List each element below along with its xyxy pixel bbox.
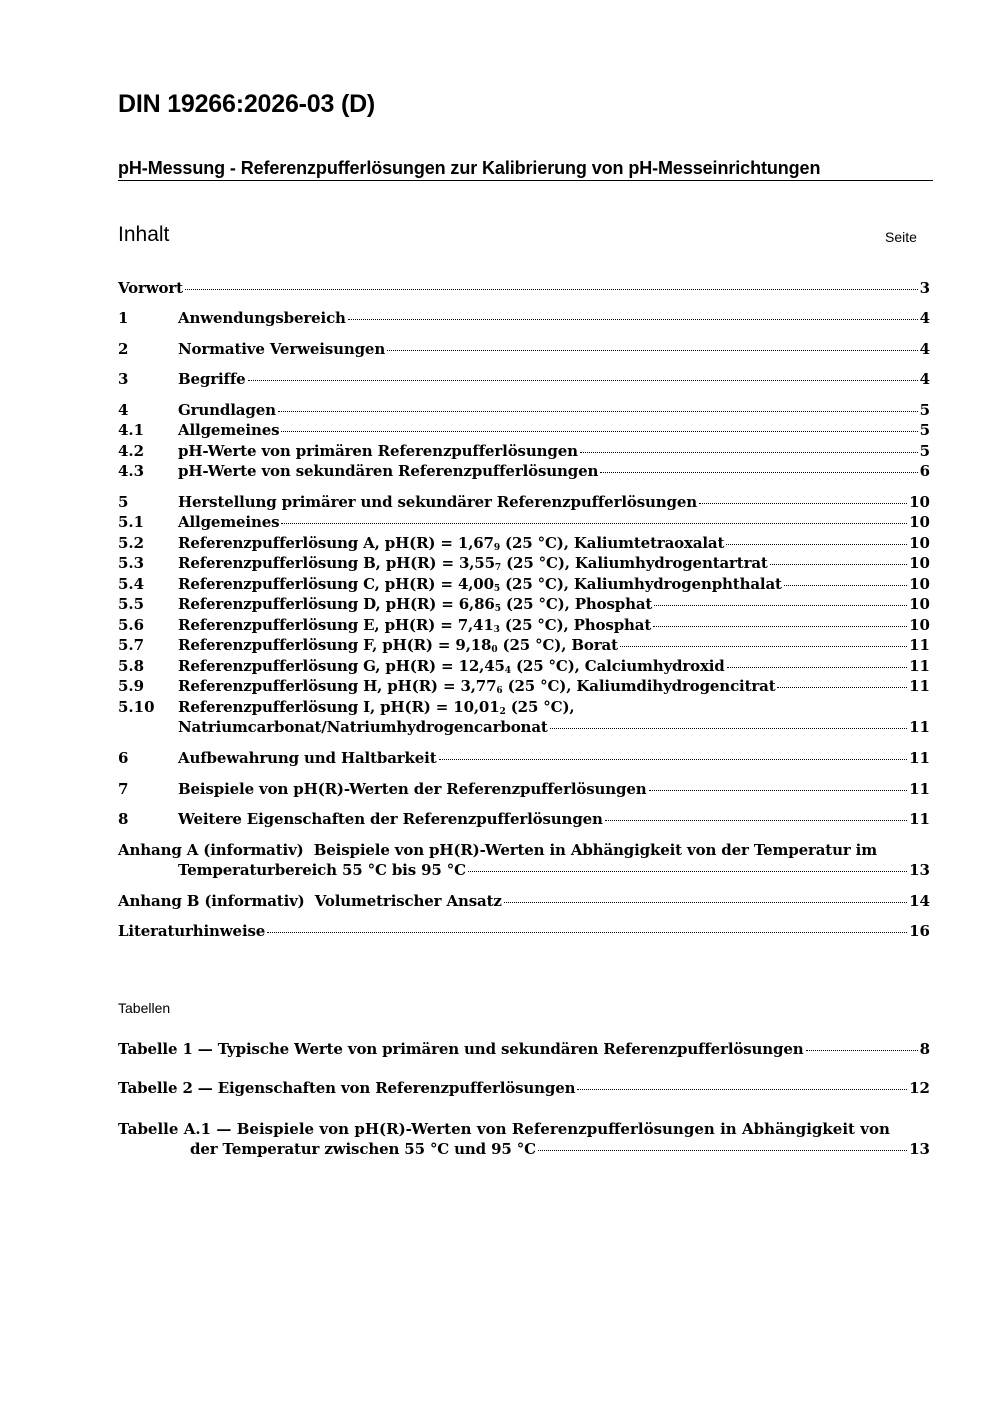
toc-entry-page: 10 xyxy=(909,534,930,552)
toc-entry-number: 5.6 xyxy=(118,616,145,634)
toc-entry-anhang-a-continued[interactable] xyxy=(178,861,930,882)
table-entry-a1-continued[interactable] xyxy=(190,1140,930,1161)
dot-leader xyxy=(348,319,918,320)
toc-entry-title: Referenzpufferlösung G, $pH(R) = 12,45_4$ (25 °C), Calciumhydroxid xyxy=(178,657,725,676)
toc-entry-number: 5.7 xyxy=(118,636,145,654)
dot-leader xyxy=(605,820,907,821)
toc-entry-number: 5 xyxy=(118,493,129,511)
toc-entry-5-3[interactable] xyxy=(118,554,930,575)
dot-leader xyxy=(654,605,907,606)
toc-entry-title: Allgemeines xyxy=(178,421,280,439)
toc-entry-4-2[interactable] xyxy=(118,442,930,463)
toc-entry-page: 10 xyxy=(909,513,930,531)
table-entry-2[interactable] xyxy=(118,1079,930,1100)
toc-entry-number: 5.3 xyxy=(118,554,145,572)
page-column-heading: Seite xyxy=(885,229,917,245)
toc-entry-5-2[interactable] xyxy=(118,534,930,555)
toc-entry-title: Referenzpufferlösung F, $pH(R) = 9,18_0$ (25 °C), Borat xyxy=(178,636,618,655)
toc-entry-page: 11 xyxy=(909,780,930,798)
dot-leader xyxy=(726,544,907,545)
dot-leader xyxy=(185,289,918,290)
subscript-digit: 4 xyxy=(504,666,511,676)
subscript-digit: 5 xyxy=(493,584,501,594)
toc-entry-number: 5.1 xyxy=(118,513,145,531)
toc-entry-5-7[interactable] xyxy=(118,636,930,657)
toc-entry-7[interactable] xyxy=(118,780,930,801)
subscript-digit: 6 xyxy=(496,686,503,696)
toc-entry-6[interactable] xyxy=(118,749,930,770)
toc-entry-page: 10 xyxy=(909,616,930,634)
toc-entry-page: 11 xyxy=(909,749,930,767)
toc-entry-title: Anhang B (informativ) Volumetrischer Ansatz xyxy=(118,892,502,910)
dot-leader xyxy=(278,411,918,412)
toc-entry-page: 4 xyxy=(919,370,930,388)
toc-entry-page: 11 xyxy=(909,718,930,736)
dot-leader xyxy=(281,431,917,432)
table-entry-1[interactable] xyxy=(118,1040,930,1061)
toc-entry-5-5[interactable] xyxy=(118,595,930,616)
subscript-digit: 5 xyxy=(494,604,501,614)
table-entry-title: Tabelle 1 — Typische Werte von primären und sekundären Referenzpufferlösungen xyxy=(118,1040,804,1058)
toc-entry-number: 3 xyxy=(118,370,129,388)
dot-leader xyxy=(550,728,907,729)
toc-entry-page: 5 xyxy=(919,442,930,460)
toc-entry-title: Referenzpufferlösung D, $pH(R) = 6,86_5$ (25 °C), Phosphat xyxy=(178,595,653,614)
toc-entry-title: Anwendungsbereich xyxy=(178,309,346,327)
subscript-digit: 7 xyxy=(494,563,502,573)
toc-entry-title: Referenzpufferlösung I, $pH(R) = 10,01_2$ (25 °C), xyxy=(178,698,575,717)
subscript-digit: 3 xyxy=(493,625,500,635)
subscript-digit: 0 xyxy=(491,645,498,655)
toc-entry-page: 4 xyxy=(919,340,930,358)
toc-entry-title: Referenzpufferlösung H, $pH(R) = 3,77_6$ (25 °C), Kaliumdihydrogencitrat xyxy=(178,677,776,696)
toc-entry-5-8[interactable] xyxy=(118,657,930,678)
toc-entry-page: 11 xyxy=(909,636,930,654)
toc-entry-5-4[interactable] xyxy=(118,575,930,596)
toc-entry-literaturhinweise[interactable] xyxy=(118,922,930,943)
toc-entry-title: Begriffe xyxy=(178,370,246,388)
toc-entry-page: 10 xyxy=(909,554,930,572)
toc-entry-4-1[interactable] xyxy=(118,421,930,442)
table-entry-page: 12 xyxy=(909,1079,930,1097)
table-entry-page: 13 xyxy=(909,1140,930,1158)
dot-leader xyxy=(699,503,907,504)
toc-entry-5-1[interactable] xyxy=(118,513,930,534)
toc-entry-page: 10 xyxy=(909,595,930,613)
toc-entry-title: Beispiele von pH(R)-Werten der Referenzpufferlösungen xyxy=(178,780,647,798)
toc-entry-number: 4 xyxy=(118,401,129,419)
toc-entry-number: 4.2 xyxy=(118,442,145,460)
toc-entry-title: pH-Werte von primären Referenzpufferlösungen xyxy=(178,442,578,460)
toc-entry-title: Referenzpufferlösung A, $pH(R) = 1,67_9$ (25 °C), Kaliumtetraoxalat xyxy=(178,534,725,553)
toc-entry-title-line2: Natriumcarbonat/Natriumhydrogencarbonat xyxy=(178,718,548,736)
toc-entry-number: 5.4 xyxy=(118,575,145,593)
toc-entry-title: Literaturhinweise xyxy=(118,922,266,940)
toc-entry-number: 7 xyxy=(118,780,129,798)
toc-entry-title: Anhang A (informativ) Beispiele von pH(R)-Werten in Abhängigkeit von der Temperatur im xyxy=(118,841,877,859)
toc-entry-4-3[interactable] xyxy=(118,462,930,483)
toc-entry-5[interactable] xyxy=(118,493,930,514)
toc-entry-number: 5.9 xyxy=(118,677,145,695)
toc-entry-3[interactable] xyxy=(118,370,930,391)
toc-entry-title: Grundlagen xyxy=(178,401,276,419)
toc-entry-title: Herstellung primärer und sekundärer Referenzpufferlösungen xyxy=(178,493,698,511)
table-entry-page: 8 xyxy=(919,1040,930,1058)
dot-leader xyxy=(784,585,907,586)
dot-leader xyxy=(806,1050,918,1051)
dot-leader xyxy=(504,902,907,903)
toc-entry-page: 11 xyxy=(909,657,930,675)
toc-entry-number: 5.5 xyxy=(118,595,145,613)
dot-leader xyxy=(600,472,917,473)
toc-entry-5-10[interactable] xyxy=(118,698,930,719)
dot-leader xyxy=(281,523,907,524)
table-entry-title-line2: der Temperatur zwischen 55 °C und 95 °C xyxy=(190,1140,536,1158)
table-entry-title: Tabelle 2 — Eigenschaften von Referenzpufferlösungen xyxy=(118,1079,576,1097)
toc-entry-1[interactable] xyxy=(118,309,930,330)
dot-leader xyxy=(577,1089,907,1090)
toc-entry-page: 16 xyxy=(909,922,930,940)
dot-leader xyxy=(649,790,908,791)
toc-heading: Inhalt xyxy=(118,223,170,246)
toc-entry-number: 5.8 xyxy=(118,657,145,675)
dot-leader xyxy=(580,452,918,453)
toc-entry-page: 11 xyxy=(909,810,930,828)
dot-leader xyxy=(770,564,907,565)
document-id: DIN 19266:2026-03 (D) xyxy=(118,90,376,118)
toc-entry-number: 8 xyxy=(118,810,129,828)
toc-entry-number: 2 xyxy=(118,340,129,358)
subscript-digit: 9 xyxy=(493,543,500,553)
toc-entry-title: Referenzpufferlösung C, $pH(R) = 4,00_5$ (25 °C), Kaliumhydrogenphthalat xyxy=(178,575,782,594)
dot-leader xyxy=(248,380,918,381)
dot-leader xyxy=(727,667,907,668)
toc-entry-page: 10 xyxy=(909,575,930,593)
toc-entry-page: 5 xyxy=(919,401,930,419)
toc-entry-page: 3 xyxy=(919,279,930,297)
toc-entry-title: Vorwort xyxy=(118,279,183,297)
toc-entry-title: pH-Werte von sekundären Referenzpufferlösungen xyxy=(178,462,599,480)
table-entry-a1[interactable]: Tabelle A.1 — Beispiele von pH(R)-Werten von Referenzpufferlösungen in Abhängigkeit von xyxy=(118,1120,890,1138)
toc-entry-title: Weitere Eigenschaften der Referenzpufferlösungen xyxy=(178,810,603,828)
dot-leader xyxy=(653,626,907,627)
toc-entry-title: Aufbewahrung und Haltbarkeit xyxy=(178,749,437,767)
toc-entry-title: Referenzpufferlösung E, $pH(R) = 7,41_3$ (25 °C), Phosphat xyxy=(178,616,652,635)
subscript-digit: 2 xyxy=(499,707,506,717)
toc-entry-number: 5.10 xyxy=(118,698,155,716)
toc-entry-number: 5.2 xyxy=(118,534,145,552)
toc-entry-title-line2: Temperaturbereich 55 °C bis 95 °C xyxy=(178,861,466,879)
dot-leader xyxy=(620,646,907,647)
dot-leader xyxy=(387,350,917,351)
toc-entry-number: 4.1 xyxy=(118,421,145,439)
dot-leader xyxy=(538,1150,907,1151)
toc-entry-title: Allgemeines xyxy=(178,513,280,531)
toc-entry-number: 4.3 xyxy=(118,462,145,480)
toc-entry-page: 6 xyxy=(919,462,930,480)
toc-entry-page: 11 xyxy=(909,677,930,695)
toc-entry-number: 1 xyxy=(118,309,129,327)
toc-entry-2[interactable] xyxy=(118,340,930,361)
toc-entry-page: 13 xyxy=(909,861,930,879)
toc-entry-vorwort[interactable] xyxy=(118,279,930,300)
toc-entry-4[interactable] xyxy=(118,401,930,422)
dot-leader xyxy=(468,871,907,872)
dot-leader xyxy=(439,759,908,760)
document-title: pH-Messung - Referenzpufferlösungen zur Kalibrierung von pH-Messeinrichtungen xyxy=(118,158,933,181)
toc-entry-title: Referenzpufferlösung B, $pH(R) = 3,55_7$ (25 °C), Kaliumhydrogentartrat xyxy=(178,554,768,573)
toc-entry-number: 6 xyxy=(118,749,129,767)
toc-entry-anhang-a[interactable] xyxy=(118,841,930,862)
toc-entry-page: 4 xyxy=(919,309,930,327)
dot-leader xyxy=(777,687,907,688)
toc-entry-page: 5 xyxy=(919,421,930,439)
toc-entry-5-10-continued[interactable] xyxy=(178,718,930,739)
toc-entry-8[interactable] xyxy=(118,810,930,831)
toc-entry-5-6[interactable] xyxy=(118,616,930,637)
toc-entry-anhang-b[interactable] xyxy=(118,892,930,913)
toc-entry-page: 10 xyxy=(909,493,930,511)
toc-entry-page: 14 xyxy=(909,892,930,910)
dot-leader xyxy=(267,932,907,933)
toc-entry-title: Normative Verweisungen xyxy=(178,340,386,358)
tables-heading: Tabellen xyxy=(118,1000,171,1016)
toc-entry-5-9[interactable] xyxy=(118,677,930,698)
